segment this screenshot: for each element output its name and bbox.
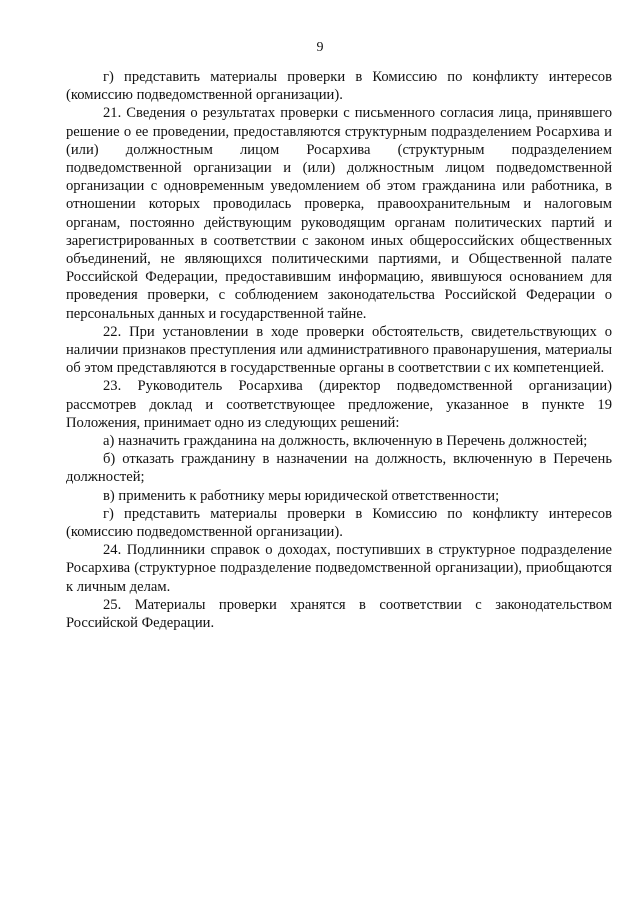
- document-body: [66, 68, 612, 632]
- paragraph-23v: в) применить к работнику меры юридической ответственности;: [103, 487, 500, 504]
- paragraph-25: 25. Материалы проверки хранятся в соответствии с законодательством Российской Федерации.: [66, 596, 612, 632]
- paragraph-23: 23. Руководитель Росархива (директор подведомственной организации) рассмотрев доклад и соответствующее предложение, указанное в пункте 19 Положения, принимает одно из следующих решений:: [66, 378, 612, 431]
- paragraph-22: 22. При установлении в ходе проверки обстоятельств, свидетельствующих о наличии признаков преступления или административного правонарушения, материалы об этом представляются в государственные органы в соответствии с их компетенцией.: [66, 323, 612, 377]
- page-number: 9: [316, 40, 324, 55]
- paragraph-20g: г) представить материалы проверки в Комиссию по конфликту интересов (комиссию подведомственной организации).: [66, 69, 612, 104]
- paragraph-24: 24. Подлинники справок о доходах, поступивших в структурное подразделение Росархива (структурное подразделение подведомственной организации), приобщаются к личным делам.: [66, 542, 612, 595]
- paragraph-21: 21. Сведения о результатах проверки с письменного согласия лица, принявшего решение о ее проведении, предоставляются структурным подразделением Росархива и (или) должностным лицом Росархива (структурным подразделением подведомственной организации и (или) должностным лицом подведомственной организации с одновременным уведомлением об этом гражданина или работника, в отношении которых проводилась проверка, правоохранительным и налоговым органам, постоянно действующим руководящим органам политических партий и зарегистрированных в соответствии с законом иных общероссийских общественных объединений, не являющихся политическими партиями, и Общественной палате Российской Федерации, предоставившим информацию, явившуюся основанием для проведения проверки, с соблюдением законодательства Российской Федерации о персональных данных и государственной тайне.: [66, 105, 612, 322]
- paragraph-23b: б) отказать гражданину в назначении на должность, включенную в Перечень должностей;: [66, 451, 612, 486]
- paragraph-23a: а) назначить гражданина на должность, включенную в Перечень должностей;: [103, 433, 588, 450]
- paragraph-23g: г) представить материалы проверки в Комиссию по конфликту интересов (комиссию подведомственной организации).: [66, 505, 612, 541]
